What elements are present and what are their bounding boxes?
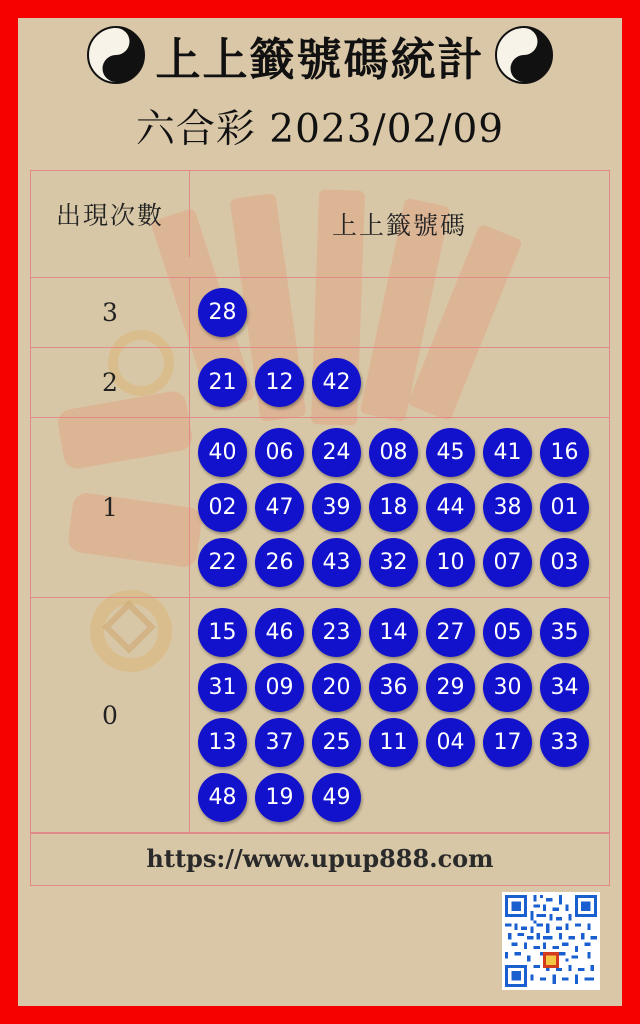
lottery-ball: 05	[483, 608, 532, 657]
table-row	[31, 598, 609, 833]
qr-code[interactable]	[502, 892, 600, 990]
lottery-ball: 28	[198, 288, 247, 337]
lottery-ball: 03	[540, 538, 589, 587]
statistics-table	[30, 170, 610, 886]
lottery-ball: 34	[540, 663, 589, 712]
lottery-ball: 39	[312, 483, 361, 532]
lottery-ball: 21	[198, 358, 247, 407]
row-count-label: 3	[31, 278, 190, 347]
table-row	[31, 418, 609, 598]
lottery-ball: 04	[426, 718, 475, 767]
lottery-ball: 47	[255, 483, 304, 532]
lottery-ball: 19	[255, 773, 304, 822]
lottery-ball: 48	[198, 773, 247, 822]
lottery-ball: 08	[369, 428, 418, 477]
lottery-ball: 26	[255, 538, 304, 587]
lottery-ball: 33	[540, 718, 589, 767]
lottery-ball: 06	[255, 428, 304, 477]
page-title: 上上籤號碼統計	[155, 32, 485, 86]
lottery-ball: 25	[312, 718, 361, 767]
lottery-ball: 16	[540, 428, 589, 477]
row-numbers	[190, 418, 609, 597]
lottery-ball: 32	[369, 538, 418, 587]
lottery-ball: 31	[198, 663, 247, 712]
table-row	[31, 348, 609, 418]
poster-page	[18, 18, 622, 1006]
row-numbers	[190, 278, 609, 347]
poster-header	[18, 18, 622, 158]
lottery-ball: 13	[198, 718, 247, 767]
lottery-ball: 01	[540, 483, 589, 532]
column-header-numbers: 上上籤號碼	[331, 211, 467, 240]
lottery-ball: 14	[369, 608, 418, 657]
subtitle: 六合彩 2023/02/09	[135, 107, 505, 152]
row-count-label: 0	[31, 598, 190, 832]
lottery-ball: 15	[198, 608, 247, 657]
lottery-ball: 09	[255, 663, 304, 712]
site-url[interactable]: https://www.upup888.com	[31, 833, 609, 885]
lottery-ball: 11	[369, 718, 418, 767]
lottery-ball: 29	[426, 663, 475, 712]
qr-code-image	[505, 895, 597, 987]
lottery-ball: 17	[483, 718, 532, 767]
lottery-ball: 42	[312, 358, 361, 407]
lottery-ball: 27	[426, 608, 475, 657]
lottery-ball: 12	[255, 358, 304, 407]
lottery-ball: 18	[369, 483, 418, 532]
lottery-ball: 20	[312, 663, 361, 712]
lottery-ball: 40	[198, 428, 247, 477]
lottery-ball: 35	[540, 608, 589, 657]
lottery-ball: 45	[426, 428, 475, 477]
lottery-ball: 43	[312, 538, 361, 587]
lottery-ball: 44	[426, 483, 475, 532]
row-numbers	[190, 598, 609, 832]
lottery-ball: 41	[483, 428, 532, 477]
row-count-label: 2	[31, 348, 190, 417]
table-header-row	[31, 171, 609, 278]
column-header-count: 出現次數	[31, 171, 190, 257]
lottery-ball: 46	[255, 608, 304, 657]
lottery-ball: 36	[369, 663, 418, 712]
yin-yang-icon	[87, 26, 145, 84]
lottery-ball: 07	[483, 538, 532, 587]
lottery-ball: 24	[312, 428, 361, 477]
lottery-ball: 30	[483, 663, 532, 712]
lottery-ball: 02	[198, 483, 247, 532]
row-numbers	[190, 348, 609, 417]
lottery-ball: 10	[426, 538, 475, 587]
lottery-ball: 38	[483, 483, 532, 532]
yin-yang-icon	[495, 26, 553, 84]
table-row	[31, 278, 609, 348]
row-count-label: 1	[31, 418, 190, 597]
lottery-ball: 22	[198, 538, 247, 587]
title-row	[18, 18, 622, 92]
lottery-ball: 49	[312, 773, 361, 822]
lottery-ball: 37	[255, 718, 304, 767]
lottery-ball: 23	[312, 608, 361, 657]
